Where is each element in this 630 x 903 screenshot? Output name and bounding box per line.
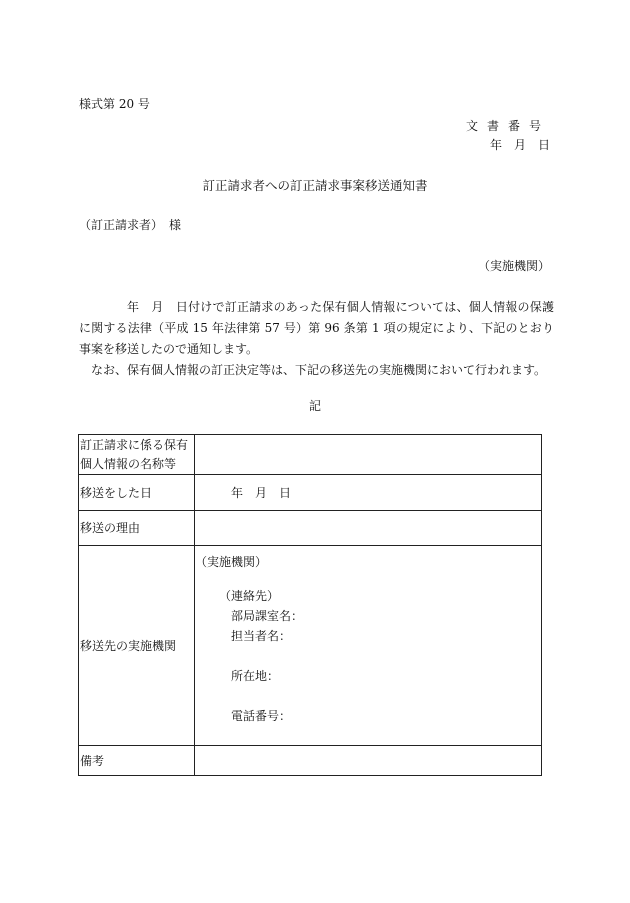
contact-heading: （連絡先） [219, 589, 280, 603]
info-name-value [195, 435, 542, 475]
destination-agency-value [195, 546, 542, 746]
remarks-value [195, 746, 542, 776]
transfer-reason-label: 移送の理由 [79, 511, 195, 546]
form-number: 様式第 20 号 [79, 97, 150, 111]
table-row [79, 511, 542, 546]
table-row [79, 746, 542, 776]
table-row [79, 546, 542, 746]
notice-paragraph-2: なお、保有個人情報の訂正決定等は、下記の移送先の実施機関において行われます。 [91, 363, 547, 377]
transfer-date-label: 移送をした日 [79, 475, 195, 511]
person-field: 担当者名： [231, 629, 292, 643]
document-title: 訂正請求者への訂正請求事案移送通知書 [202, 178, 428, 193]
notice-body [79, 297, 554, 381]
transfer-date-value: 年 月 日 [195, 475, 542, 511]
notice-paragraph-1: 年 月 日付けで訂正請求のあった保有個人情報については、個人情報の保護に関する法律（平成 15 年法律第 57 号）第 96 条第 1 項の規定により、下記のとおり事案を移送したので通知します。 [79, 300, 554, 356]
phone-field: 電話番号： [231, 709, 292, 723]
destination-agency-name: （実施機関） [195, 555, 268, 569]
document-date: 年 月 日 [489, 138, 550, 152]
ki-heading: 記 [308, 399, 321, 413]
table-row [79, 435, 542, 475]
department-field: 部局課室名： [231, 609, 304, 623]
issuer: （実施機関） [477, 259, 550, 273]
destination-agency-label: 移送先の実施機関 [79, 546, 195, 746]
addressee: （訂正請求者） 様 [79, 218, 182, 232]
table-row [79, 475, 542, 511]
remarks-label: 備考 [79, 746, 195, 776]
address-field: 所在地： [231, 669, 280, 683]
transfer-reason-value [195, 511, 542, 546]
transfer-details-table [78, 434, 542, 776]
info-name-label: 訂正請求に係る保有個人情報の名称等 [80, 437, 189, 471]
document-number: 文書番号 [465, 119, 550, 133]
table-cell-label [79, 435, 195, 475]
